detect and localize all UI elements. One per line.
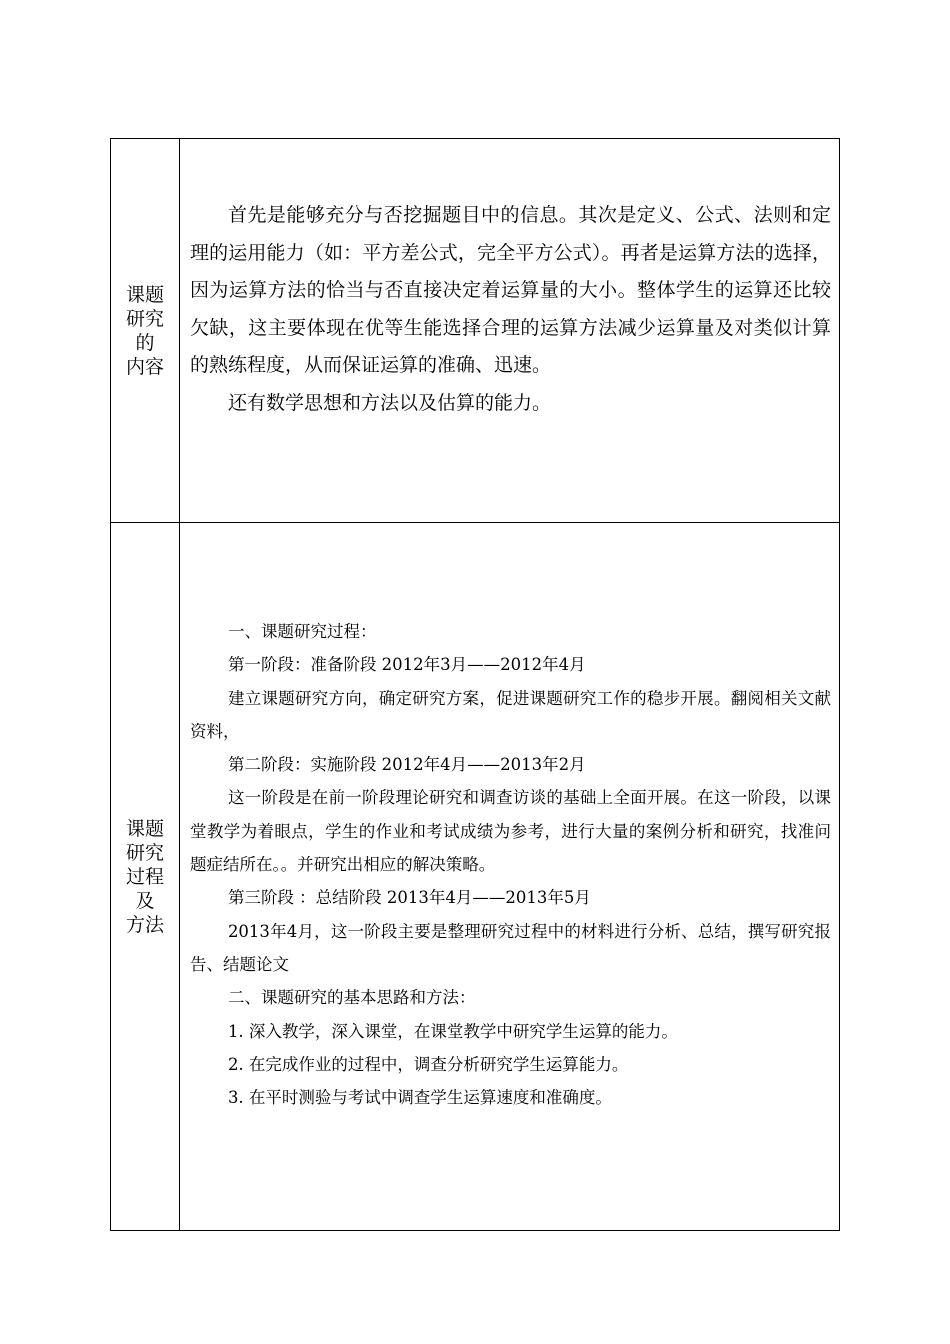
content-paragraph: 还有数学思想和方法以及估算的能力。 (228, 391, 552, 414)
table-row-process (111, 523, 840, 1231)
research-table (110, 138, 840, 1231)
stage-description: 这一阶段是在前一阶段理论研究和调查访谈的基础上全面开展。在这一阶段，以课堂教学为着眼点，学生的作业和考试成绩为参考，进行大量的案例分析和研究，找准问题症结所在。。并研究出相应的解决策略。 (190, 788, 831, 875)
label-line: 研究 (125, 841, 164, 864)
research-process-cell (180, 523, 840, 1231)
row-label-process (111, 523, 180, 1231)
stage-description: 2013年4月，这一阶段主要是整理研究过程中的材料进行分析、总结，撰写研究报告、结题论文 (190, 921, 831, 974)
method-item: 2. 在完成作业的过程中，调查分析研究学生运算能力。 (227, 1054, 629, 1074)
label-line: 课题 (125, 817, 164, 840)
table-row-content (111, 139, 840, 523)
label-line: 研究 (125, 307, 164, 330)
label-line: 方法 (125, 913, 164, 936)
research-content-cell (180, 139, 840, 523)
label-line: 过程 (125, 865, 164, 888)
content-paragraph: 首先是能够充分与否挖掘题目中的信息。其次是定义、公式、法则和定理的运用能力（如：平方差公式，完全平方公式）。再者是运算方法的选择，因为运算方法的恰当与否直接决定着运算量的大小。整体学生的运算还比较欠缺，这主要体现在优等生能选择合理的运算方法减少运算量及对类似计算的熟练程度，从而保证运算的准确、迅速。 (190, 204, 831, 376)
method-item: 3. 在平时测验与考试中调查学生运算速度和准确度。 (227, 1088, 612, 1108)
stage-heading: 第二阶段：实施阶段 2012年4月——2013年2月 (227, 755, 586, 775)
label-line: 课题 (125, 283, 164, 306)
stage-heading: 第三阶段 ：总结阶段 2013年4月——2013年5月 (227, 888, 591, 908)
section-heading: 一、课题研究过程： (227, 622, 377, 641)
label-line: 的 (135, 331, 155, 354)
section-heading: 二、课题研究的基本思路和方法： (227, 988, 476, 1008)
stage-heading: 第一阶段：准备阶段 2012年3月——2012年4月 (227, 655, 586, 675)
row-label-content (111, 139, 180, 523)
method-item: 1. 深入教学，深入课堂，在课堂教学中研究学生运算的能力。 (227, 1021, 678, 1041)
stage-description: 建立课题研究方向，确定研究方案，促进课题研究工作的稳步开展。翻阅相关文献资料， (190, 688, 831, 741)
label-line: 内容 (125, 355, 164, 378)
label-line: 及 (135, 889, 155, 912)
